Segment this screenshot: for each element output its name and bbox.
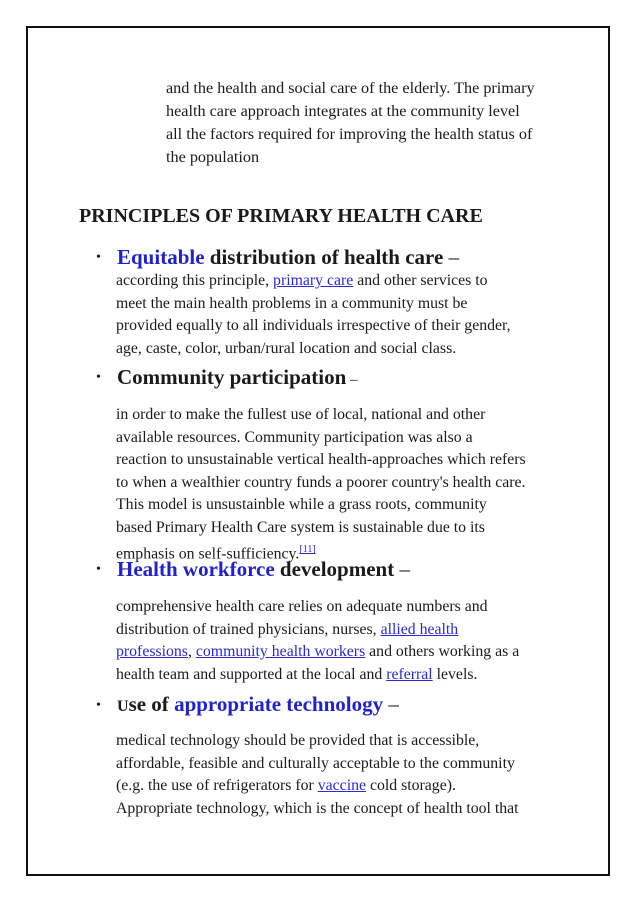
principle-title-community	[117, 365, 358, 390]
principle-title-equity	[117, 245, 459, 270]
bullet-icon: •	[96, 698, 101, 713]
link-allied-health[interactable]: allied health	[380, 620, 459, 638]
body-line: in order to make the fullest use of local, national and other	[116, 406, 486, 423]
principle-title-technology	[117, 692, 399, 717]
principle-title-text: Community participation	[117, 365, 347, 389]
bullet-icon: •	[96, 250, 101, 265]
body-text: distribution of trained physicians, nurses,	[116, 620, 381, 638]
body-line	[116, 775, 586, 798]
body-text: according this principle,	[116, 272, 274, 289]
link-vaccine[interactable]: vaccine	[317, 777, 366, 794]
body-text: ,	[187, 643, 196, 660]
principle-title-text: distribution of health care	[204, 245, 444, 269]
body-text: and others working as a	[365, 643, 520, 660]
bullet-icon: •	[96, 370, 101, 385]
body-line: affordable, feasible and culturally acceptable to the community	[116, 754, 515, 772]
principle-body-community	[116, 404, 586, 566]
link-professions[interactable]: professions	[116, 643, 188, 660]
principle-title-workforce	[117, 557, 410, 582]
title-dash: –	[443, 245, 460, 269]
body-line	[116, 619, 586, 642]
section-heading: PRINCIPLES OF PRIMARY HEALTH CARE	[79, 205, 483, 227]
body-line: comprehensive health care relies on adequate numbers and	[116, 598, 488, 615]
body-line: This model is unsustainble while a grass roots, community	[116, 496, 487, 513]
intro-line: and the health and social care of the elderly. The primary	[166, 79, 535, 97]
body-text: cold storage).	[366, 777, 456, 794]
reference-link[interactable]: [11]	[299, 544, 316, 555]
intro-paragraph	[166, 77, 566, 169]
principle-keyword: appropriate technology	[174, 692, 384, 716]
title-dash: –	[346, 372, 358, 388]
body-text: health team and supported at the local and	[116, 665, 387, 683]
body-line: Appropriate technology, which is the concept of health tool that	[116, 799, 519, 817]
title-dash: –	[383, 692, 399, 716]
intro-line: the population	[166, 148, 260, 166]
body-line: based Primary Health Care system is sustainable due to its	[116, 518, 485, 536]
body-line: medical technology should be provided that is accessible,	[116, 732, 480, 749]
intro-line: all the factors required for improving the health status of	[166, 125, 533, 143]
intro-line: health care approach integrates at the community level	[166, 102, 520, 120]
bullet-icon: •	[96, 562, 101, 577]
link-primary-care[interactable]: primary care	[273, 272, 354, 289]
body-line: reaction to unsustainable vertical health-approaches which refers	[116, 451, 526, 468]
link-referral[interactable]: referral	[386, 665, 433, 683]
title-dash: –	[394, 557, 410, 581]
body-text: emphasis on self-sufficiency.	[116, 545, 300, 563]
body-line	[116, 664, 586, 687]
principle-keyword: Equitable	[117, 245, 205, 269]
principle-keyword: Health workforce	[117, 557, 275, 581]
link-community-health-workers[interactable]: community health workers	[195, 643, 366, 660]
principle-title-text: development	[274, 557, 395, 581]
body-text: (e.g. the use of refrigerators for	[116, 777, 318, 794]
body-line	[116, 641, 586, 664]
principle-body-technology	[116, 730, 586, 820]
body-line: available resources. Community participation was also a	[116, 428, 473, 446]
body-line	[116, 270, 586, 293]
body-text: and other services to	[353, 272, 488, 289]
body-line: provided equally to all individuals irrespective of their gender,	[116, 317, 511, 334]
body-line: age, caste, color, urban/rural location and social class.	[116, 339, 457, 357]
principle-title-text: se of	[128, 692, 175, 716]
principle-title-text: U	[117, 698, 129, 715]
principle-body-workforce	[116, 596, 586, 686]
body-line: meet the main health problems in a community must be	[116, 294, 468, 312]
principle-body-equity	[116, 270, 586, 360]
body-line: to when a wealthier country funds a poorer country's health care.	[116, 473, 526, 491]
body-text: levels.	[432, 665, 478, 683]
